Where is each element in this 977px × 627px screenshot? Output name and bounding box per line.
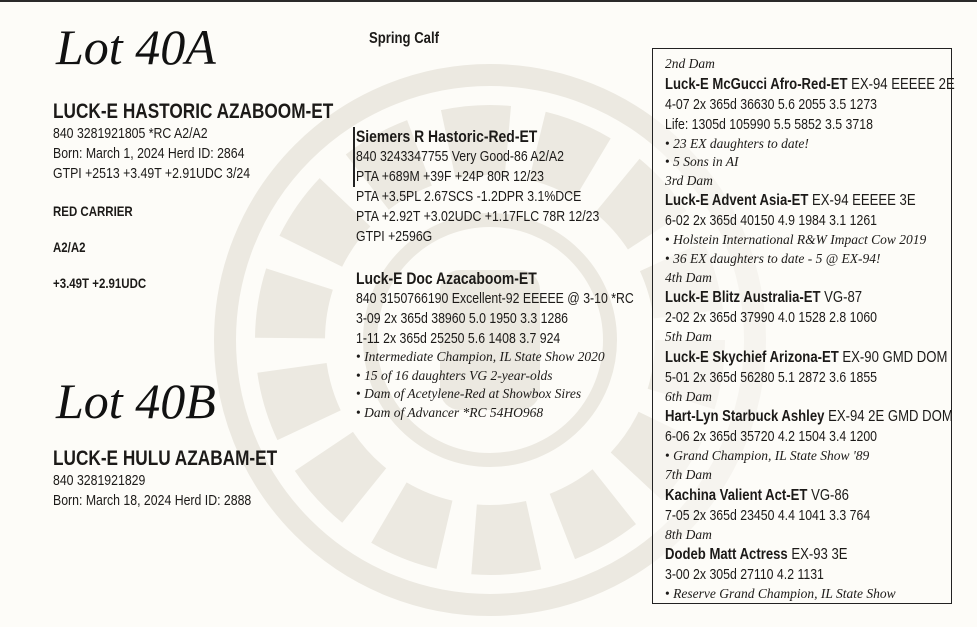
pedigree-note: • 5 Sons in AI bbox=[665, 153, 977, 172]
lot-b-info bbox=[53, 447, 277, 511]
pedigree-note: • 36 EX daughters to date - 5 @ EX-94! bbox=[665, 250, 977, 269]
pedigree-entry bbox=[665, 269, 977, 329]
lot-a-highlight-a2: A2/A2 bbox=[53, 239, 86, 255]
sire-line: PTA +2.92T +3.02UDC +1.17FLC 78R 12/23 bbox=[356, 208, 600, 225]
pedigree-record-line: 6-02 2x 365d 40150 4.9 1984 3.1 1261 bbox=[665, 212, 878, 230]
pedigree-record-line: 2-02 2x 365d 37990 4.0 1528 2.8 1060 bbox=[665, 309, 878, 327]
pedigree-dam-score: EX-94 2E GMD DOM bbox=[828, 408, 953, 426]
pedigree-notes bbox=[665, 585, 977, 604]
lot-a-highlight-red-carrier: RED CARRIER bbox=[53, 203, 133, 219]
dam-note: • Dam of Advancer *RC 54HO968 bbox=[356, 404, 605, 423]
pedigree-entry bbox=[665, 55, 977, 172]
pedigree-dam-label: 7th Dam bbox=[665, 466, 712, 482]
pedigree-dam-label: 6th Dam bbox=[665, 388, 712, 404]
dam-block bbox=[356, 268, 634, 349]
pedigree-notes bbox=[665, 447, 977, 466]
sire-line: PTA +3.5PL 2.67SCS -1.2DPR 3.1%DCE bbox=[356, 188, 582, 205]
pedigree-dam-name: Luck-E McGucci Afro-Red-ET bbox=[665, 75, 848, 93]
sire-line: 840 3243347755 Very Good-86 A2/A2 bbox=[356, 148, 564, 165]
dam-line: 1-11 2x 365d 25250 5.6 1408 3.7 924 bbox=[356, 330, 561, 347]
dam-line: 3-09 2x 365d 38960 5.0 1950 3.3 1286 bbox=[356, 310, 569, 327]
pedigree-record-line: 5-01 2x 365d 56280 5.1 2872 3.6 1855 bbox=[665, 368, 878, 386]
pedigree-dam-name: Hart-Lyn Starbuck Ashley bbox=[665, 408, 825, 426]
sire-block bbox=[356, 126, 599, 247]
lot-a-highlight-traits: +3.49T +2.91UDC bbox=[53, 275, 147, 291]
sire-divider bbox=[353, 127, 355, 187]
lot-b-title: Lot 40B bbox=[56, 373, 216, 429]
pedigree-entry bbox=[665, 466, 977, 526]
pedigree-dam-name-line bbox=[665, 485, 955, 506]
pedigree-note: • Reserve Grand Champion, IL State Show bbox=[665, 585, 977, 604]
sire-line: PTA +689M +39F +24P 80R 12/23 bbox=[356, 168, 544, 185]
pedigree-dam-score: EX-93 3E bbox=[791, 546, 848, 564]
sire-name: Siemers R Hastoric-Red-ET bbox=[356, 127, 538, 146]
lot-b-born: Born: March 18, 2024 Herd ID: 2888 bbox=[53, 492, 252, 509]
lot-a-name: LUCK-E HASTORIC AZABOOM-ET bbox=[53, 100, 334, 123]
lot-b-reg: 840 3281921829 bbox=[53, 472, 146, 489]
pedigree-notes bbox=[665, 231, 977, 268]
pedigree-dam-score: EX-94 EEEEE 2E bbox=[851, 75, 955, 93]
pedigree-dam-name-line bbox=[665, 74, 955, 95]
dam-notes bbox=[356, 348, 605, 422]
pedigree-notes bbox=[665, 135, 977, 172]
pedigree-dam-name: Luck-E Advent Asia-ET bbox=[665, 192, 809, 210]
pedigree-dam-name-line bbox=[665, 406, 955, 427]
pedigree-record-line: Life: 1305d 105990 5.5 5852 3.5 3718 bbox=[665, 115, 873, 133]
pedigree-dam-label: 4th Dam bbox=[665, 269, 712, 285]
pedigree-dam-name: Kachina Valient Act-ET bbox=[665, 486, 808, 504]
pedigree-dam-name-line bbox=[665, 544, 955, 565]
pedigree-dam-label: 5th Dam bbox=[665, 329, 712, 345]
pedigree-note: • 23 EX daughters to date! bbox=[665, 135, 977, 154]
dam-note: • Dam of Acetylene-Red at Showbox Sires bbox=[356, 385, 605, 404]
lot-a-reg: 840 3281921805 *RC A2/A2 bbox=[53, 125, 208, 142]
lot-a-gtpi: GTPI +2513 +3.49T +2.91UDC 3/24 bbox=[53, 165, 251, 182]
pedigree-dam-name-line bbox=[665, 347, 955, 368]
lot-a-info bbox=[53, 100, 333, 184]
pedigree-entry bbox=[665, 172, 977, 269]
pedigree-dam-name: Luck-E Skychief Arizona-ET bbox=[665, 348, 839, 366]
pedigree-note: • Holstein International R&W Impact Cow 2019 bbox=[665, 231, 977, 250]
lot-a-title: Lot 40A bbox=[56, 19, 216, 75]
lot-b-name: LUCK-E HULU AZABAM-ET bbox=[53, 447, 278, 470]
pedigree-dam-name-line bbox=[665, 190, 955, 211]
pedigree-dam-name: Dodeb Matt Actress bbox=[665, 546, 788, 564]
pedigree-dam-label: 2nd Dam bbox=[665, 56, 715, 71]
pedigree-dam-label: 8th Dam bbox=[665, 526, 712, 542]
pedigree-dam-score: VG-86 bbox=[811, 486, 849, 504]
pedigree-record-line: 6-06 2x 365d 35720 4.2 1504 3.4 1200 bbox=[665, 428, 878, 446]
pedigree-dam-score: EX-94 EEEEE 3E bbox=[812, 192, 916, 210]
pedigree-record-line: 4-07 2x 365d 36630 5.6 2055 3.5 1273 bbox=[665, 95, 878, 113]
dam-name: Luck-E Doc Azacaboom-ET bbox=[356, 269, 537, 288]
pedigree-entry bbox=[665, 328, 977, 388]
pedigree-list bbox=[665, 55, 977, 604]
pedigree-entry bbox=[665, 388, 977, 466]
lot-a-category: Spring Calf bbox=[369, 30, 439, 47]
pedigree-entry bbox=[665, 526, 977, 604]
top-rule bbox=[0, 0, 977, 2]
pedigree-record-line: 3-00 2x 305d 27110 4.2 1131 bbox=[665, 566, 824, 584]
pedigree-note: • Grand Champion, IL State Show '89 bbox=[665, 447, 977, 466]
pedigree-dam-label: 3rd Dam bbox=[665, 172, 713, 188]
pedigree-box bbox=[652, 48, 955, 604]
pedigree-dam-score: EX-90 GMD DOM bbox=[842, 348, 948, 366]
dam-line: 840 3150766190 Excellent-92 EEEEE @ 3-10 *RC bbox=[356, 290, 634, 307]
pedigree-dam-name: Luck-E Blitz Australia-ET bbox=[665, 289, 821, 307]
pedigree-dam-name-line bbox=[665, 287, 955, 308]
dam-note: • 15 of 16 daughters VG 2-year-olds bbox=[356, 367, 605, 386]
sire-line: GTPI +2596G bbox=[356, 228, 433, 245]
pedigree-dam-score: VG-87 bbox=[824, 289, 863, 307]
lot-a-born: Born: March 1, 2024 Herd ID: 2864 bbox=[53, 145, 245, 162]
pedigree-record-line: 7-05 2x 365d 23450 4.4 1041 3.3 764 bbox=[665, 506, 871, 524]
dam-note: • Intermediate Champion, IL State Show 2020 bbox=[356, 348, 605, 367]
